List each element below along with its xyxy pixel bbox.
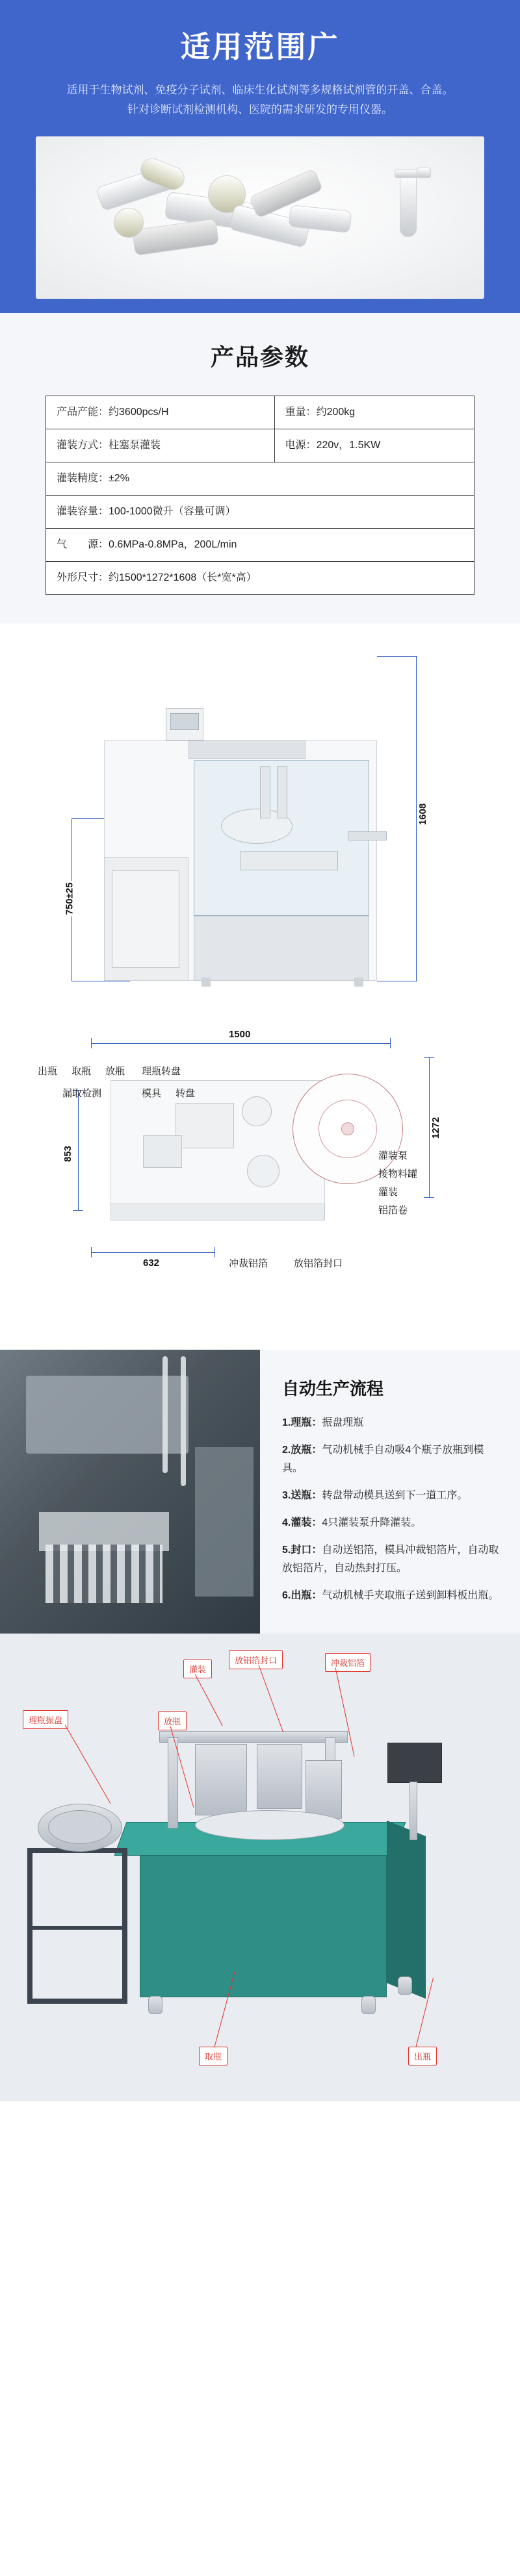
render-foil-cutter <box>306 1760 342 1819</box>
conveyor-plan <box>110 1204 325 1220</box>
mould-plan <box>143 1135 182 1168</box>
dimension-line <box>214 1247 215 1257</box>
table-row <box>46 462 474 496</box>
dimension-line <box>424 1197 434 1198</box>
spec-cell <box>274 429 474 462</box>
hero-subtitle: 适用于生物试剂、免疫分子试剂、临床生化试剂等多规格试剂管的开盖、合盖。针对诊断试剂检测机构、医院的需求研发的专用仪器。 <box>66 84 454 116</box>
dimension-line <box>377 656 417 657</box>
render-section <box>0 1634 520 2101</box>
front-view-drawing-section <box>0 624 520 1013</box>
dimension-line <box>73 1210 83 1211</box>
callout-leader <box>65 1724 111 1804</box>
spec-value: 约3600pcs/H <box>109 407 169 418</box>
callout-leader <box>335 1667 355 1756</box>
callout-label: 冲裁铝箔 <box>229 1258 268 1269</box>
spec-value: 柱塞泵灌装 <box>109 440 161 451</box>
table-row <box>46 496 474 529</box>
callout-label: 灌装 <box>378 1187 398 1198</box>
top-view-canvas <box>13 1018 507 1324</box>
spec-label: 气 源： <box>57 539 109 550</box>
table-row <box>46 529 474 562</box>
render-callout: 取瓶 <box>199 2047 228 2065</box>
filling-pump-column <box>260 766 270 818</box>
render-vibratory-bowl-inner <box>48 1810 112 1844</box>
callout-label: 灌装泵 <box>378 1150 408 1161</box>
spec-table <box>46 396 474 595</box>
render-callout: 灌装 <box>183 1660 212 1678</box>
callout-label: 取瓶 <box>72 1066 92 1077</box>
table-row <box>46 429 474 462</box>
spec-cell <box>46 496 474 529</box>
process-step <box>282 1487 500 1505</box>
process-step-text: 气动机械手自动吸4个瓶子放瓶到模具。 <box>282 1445 484 1474</box>
render-frame-bar <box>27 1999 127 2004</box>
dimension-line <box>91 1252 214 1253</box>
process-step-no: 3.送瓶： <box>282 1490 322 1501</box>
spec-value: 220v，1.5KW <box>316 440 381 451</box>
render-callout: 出瓶 <box>408 2047 437 2065</box>
callout-label: 理瓶转盘 <box>142 1066 181 1077</box>
dimension-line <box>390 1038 391 1048</box>
hero-title: 适用范围广 <box>180 30 340 64</box>
render-rotary-plate <box>195 1810 344 1840</box>
spec-value: 约1500*1272*1608（长*宽*高） <box>109 572 257 583</box>
callout-label: 放铝箔封口 <box>294 1258 343 1269</box>
spec-value: 100-1000微升（容量可调） <box>109 506 236 517</box>
callout-label: 铝箔卷 <box>378 1205 408 1216</box>
tube-shape <box>114 208 144 238</box>
process-photo <box>0 1350 260 1634</box>
render-caster <box>398 1976 412 1995</box>
process-step-no: 4.灌装： <box>282 1517 322 1528</box>
render-caster <box>361 1996 376 2014</box>
tank-plan <box>242 1096 272 1126</box>
photo-tubes <box>46 1545 162 1603</box>
process-step-no: 6.出瓶： <box>282 1590 322 1601</box>
callout-label: 转盘 <box>176 1088 196 1099</box>
dimension-line <box>424 1057 434 1058</box>
dimension-line <box>416 656 417 981</box>
process-text-column <box>260 1350 520 1634</box>
process-title: 自动生产流程 <box>282 1379 384 1398</box>
render-filling-head <box>195 1744 247 1815</box>
render-callout: 放铝箔封口 <box>229 1650 283 1669</box>
tube-shape <box>400 172 417 237</box>
hero-product-photo <box>36 136 484 299</box>
photo-panel <box>195 1447 254 1597</box>
process-step <box>282 1587 500 1605</box>
params-title: 产品参数 <box>210 344 309 370</box>
top-view-drawing-section <box>0 1013 520 1350</box>
pump-block-plan <box>176 1103 234 1148</box>
side-bracket <box>348 831 387 840</box>
process-step <box>282 1441 500 1478</box>
control-panel-screen <box>170 713 199 730</box>
render-caster <box>148 1996 162 2014</box>
callout-label: 漏取检测 <box>62 1088 102 1099</box>
spec-label: 灌装方式： <box>57 440 109 451</box>
process-step-no: 2.放瓶： <box>282 1445 322 1456</box>
table-row <box>46 562 474 595</box>
render-machine-side <box>387 1821 426 1999</box>
dimension-line <box>429 1057 430 1197</box>
photo-hose <box>181 1356 186 1486</box>
render-gantry <box>159 1731 348 1743</box>
dimension-line <box>91 1043 390 1044</box>
spec-label: 外形尺寸： <box>57 572 109 583</box>
spec-cell <box>46 529 474 562</box>
spec-label: 灌装容量： <box>57 506 109 517</box>
spec-label: 灌装精度： <box>57 473 109 484</box>
callout-leader <box>195 1674 223 1726</box>
table-row <box>46 396 474 429</box>
dimension-line <box>91 1247 92 1257</box>
process-step-text: 转盘带动模具送到下一道工序。 <box>322 1490 468 1501</box>
dimension-line <box>91 1038 92 1048</box>
spec-cell <box>46 396 275 429</box>
process-step-text: 振盘理瓶 <box>322 1417 364 1428</box>
render-hmi-screen <box>387 1743 442 1783</box>
render-callout: 理瓶振盘 <box>23 1710 68 1729</box>
process-step-text: 气动机械手夹取瓶子送到卸料板出瓶。 <box>322 1590 499 1601</box>
spec-cell <box>46 429 275 462</box>
process-step-text: 自动送铝箔，模具冲裁铝箔片，自动取放铝箔片，自动热封打压。 <box>282 1545 499 1574</box>
render-machine-base <box>140 1848 387 1997</box>
dimension-label-width: 1500 <box>229 1029 251 1040</box>
spec-value: ±2% <box>109 473 129 484</box>
spec-cell <box>274 396 474 429</box>
dimension-label-height: 1608 <box>417 803 429 826</box>
process-step-no: 5.封口： <box>282 1545 322 1556</box>
spec-label: 产品产能： <box>57 407 109 418</box>
process-step <box>282 1414 500 1432</box>
filling-pump-column <box>277 766 287 818</box>
foil-roll-plan <box>247 1155 280 1187</box>
rotary-table-hub <box>341 1122 354 1135</box>
dimension-label-depth: 1272 <box>430 1117 442 1139</box>
render-sealing-head <box>257 1744 302 1809</box>
photo-hose <box>162 1356 168 1473</box>
callout-label: 放瓶 <box>105 1066 125 1077</box>
dimension-line <box>78 1090 79 1210</box>
side-panel-door <box>112 870 179 968</box>
dimension-label-bottom: 632 <box>143 1257 160 1269</box>
spec-label: 电源： <box>285 440 317 451</box>
process-step <box>282 1514 500 1532</box>
spec-value: 约200kg <box>316 407 356 418</box>
render-callout: 冲裁铝箔 <box>325 1653 370 1672</box>
machine-base <box>194 916 369 981</box>
process-step <box>282 1541 500 1578</box>
hero-section <box>0 0 520 313</box>
process-step-text: 4只灌装泵升降灌装。 <box>322 1517 422 1528</box>
callout-label: 模具 <box>142 1088 162 1099</box>
dimension-label-inner-height: 750±25 <box>64 882 75 915</box>
spec-value: 0.6MPa-0.8MPa，200L/min <box>109 539 237 550</box>
dimension-label-left: 853 <box>62 1145 74 1163</box>
params-section <box>0 313 520 624</box>
render-frame-bar <box>27 1926 127 1930</box>
callout-leader <box>259 1665 284 1732</box>
machine-foot <box>354 978 363 987</box>
callout-label: 出瓶 <box>38 1066 58 1077</box>
process-step-no: 1.理瓶： <box>282 1417 322 1428</box>
render-callout: 放瓶 <box>158 1711 187 1730</box>
front-view-canvas <box>26 643 494 1007</box>
spec-cell <box>46 562 474 595</box>
machine-foot <box>202 978 211 987</box>
machine-top-gantry <box>188 740 306 759</box>
spec-label: 重量： <box>285 407 317 418</box>
rotary-table <box>240 851 338 870</box>
render-hmi-stand <box>410 1782 417 1840</box>
process-section <box>0 1350 520 1634</box>
callout-label: 接物料罐 <box>378 1168 418 1180</box>
spec-cell <box>46 462 474 496</box>
tube-shape <box>417 168 431 178</box>
